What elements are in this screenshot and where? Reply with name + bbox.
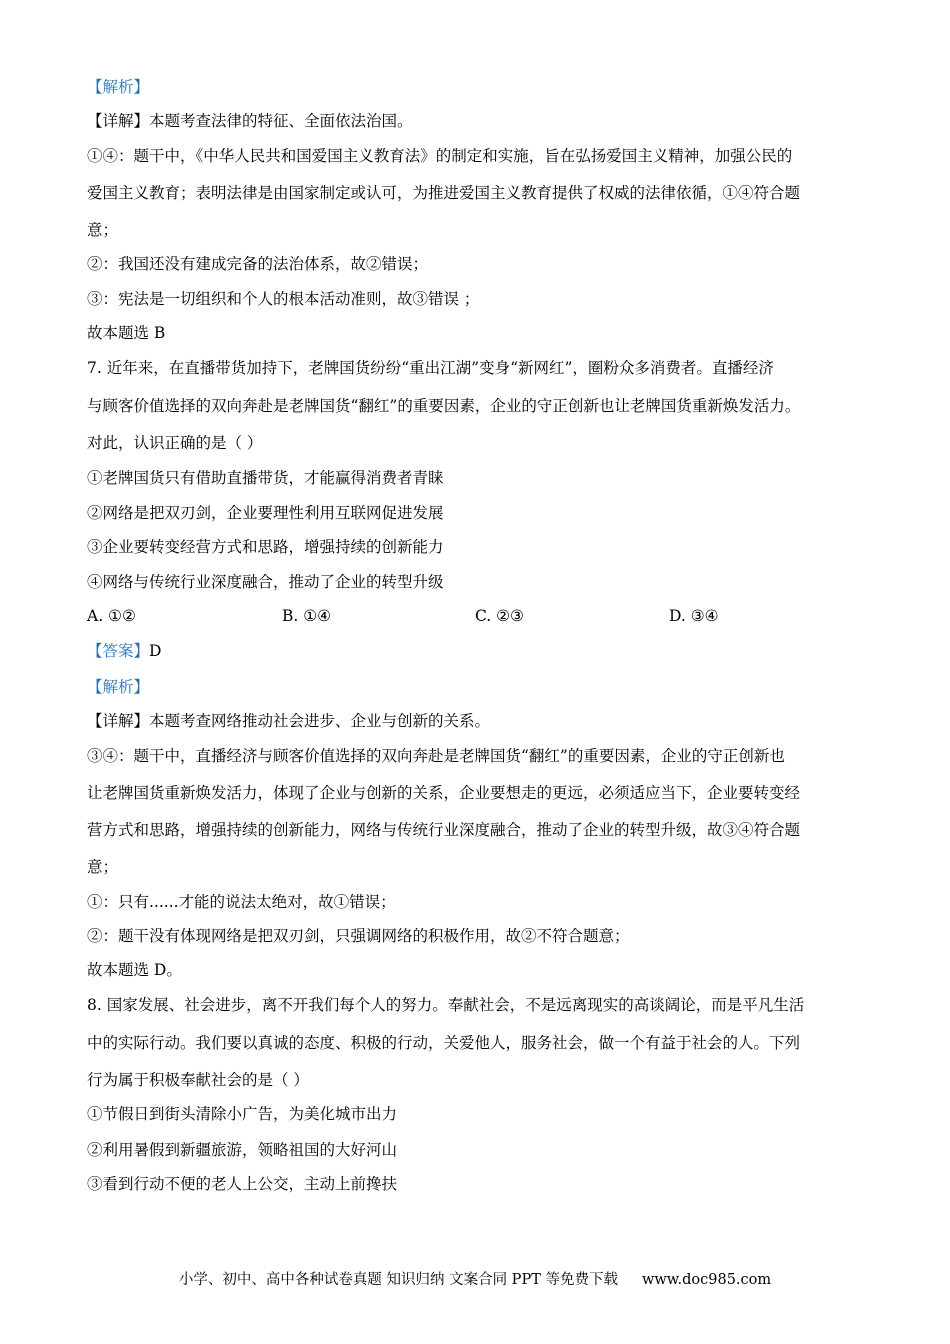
page-footer: [0, 1270, 950, 1290]
statement-item: ③看到行动不便的老人上公交，主动上前搀扶: [87, 1175, 398, 1193]
question-7-stem: 与顾客价值选择的双向奔赴是老牌国货“翻红”的重要因素，企业的守正创新也让老牌国货重新焕发活力。: [87, 397, 801, 415]
text-line: ①：只有......才能的说法太绝对，故①错误；: [87, 893, 396, 911]
footer-url[interactable]: www.doc985.com: [641, 1272, 772, 1288]
option-c: C. ②③: [475, 607, 524, 625]
question-8-stem: 8. 国家发展、社会进步，离不开我们每个人的努力。奉献社会，不是远离现实的高谈阔论，而是平凡生活: [87, 996, 805, 1014]
text-line: 意；: [87, 858, 119, 876]
statement-item: ①老牌国货只有借助直播带货，才能赢得消费者青睐: [87, 469, 444, 487]
text-line: ①④：题干中，《中华人民共和国爱国主义教育法》的制定和实施，旨在弘扬爱国主义精神，加强公民的: [87, 147, 793, 165]
text-line: 爱国主义教育；表明法律是由国家制定或认可，为推进爱国主义教育提供了权威的法律依循，①④符合题: [87, 184, 801, 202]
statement-item: ③企业要转变经营方式和思路，增强持续的创新能力: [87, 538, 444, 556]
statement-item: ②网络是把双刃剑，企业要理性利用互联网促进发展: [87, 504, 444, 522]
text-line: 意；: [87, 221, 119, 239]
option-a: A. ①②: [87, 607, 136, 625]
text-line: ②：题干没有体现网络是把双刃剑，只强调网络的积极作用，故②不符合题意；: [87, 927, 630, 945]
text-line: ③：宪法是一切组织和个人的根本活动准则，故③错误 ；: [87, 290, 480, 308]
text-line: 营方式和思路，增强持续的创新能力，网络与传统行业深度融合，推动了企业的转型升级，故③④符合题: [87, 821, 801, 839]
text-line: ③④：题干中，直播经济与顾客价值选择的双向奔赴是老牌国货“翻红”的重要因素，企业的守正创新也: [87, 747, 785, 765]
answer-line: [87, 641, 161, 661]
answer-value: D: [149, 642, 162, 660]
option-d: D. ③④: [669, 607, 719, 625]
text-line: 让老牌国货重新焕发活力，体现了企业与创新的关系，企业要想走的更远，必须适应当下，企业要转变经: [87, 784, 801, 802]
text-line: 故本题选 B: [87, 324, 166, 342]
analysis-label: 【解析】: [87, 678, 150, 696]
answer-label: 【答案】: [87, 642, 150, 660]
question-8-stem: 行为属于积极奉献社会的是（ ）: [87, 1071, 309, 1089]
analysis-label: 【解析】: [87, 78, 150, 96]
option-b: B. ①④: [282, 607, 332, 625]
text-line: ②：我国还没有建成完备的法治体系，故②错误；: [87, 255, 429, 273]
statement-item: ④网络与传统行业深度融合，推动了企业的转型升级: [87, 573, 444, 591]
question-8-stem: 中的实际行动。我们要以真诚的态度、积极的行动，关爱他人，服务社会，做一个有益于社会的人。下列: [87, 1034, 801, 1052]
statement-item: ②利用暑假到新疆旅游，领略祖国的大好河山: [87, 1141, 398, 1159]
question-7-stem: 7. 近年来，在直播带货加持下，老牌国货纷纷“重出江湖”变身“新网红”，圈粉众多消费者。直播经济: [87, 359, 774, 377]
statement-item: ①节假日到街头清除小广告，为美化城市出力: [87, 1105, 398, 1123]
footer-text: 小学、初中、高中各种试卷真题 知识归纳 文案合同 PPT 等免费下载: [178, 1272, 618, 1288]
detail-line: 【详解】本题考查网络推动社会进步、企业与创新的关系。: [87, 712, 491, 730]
detail-line: 【详解】本题考查法律的特征、全面依法治国。: [87, 112, 413, 130]
question-7-stem: 对此，认识正确的是（ ）: [87, 434, 263, 452]
text-line: 故本题选 D。: [87, 961, 182, 979]
